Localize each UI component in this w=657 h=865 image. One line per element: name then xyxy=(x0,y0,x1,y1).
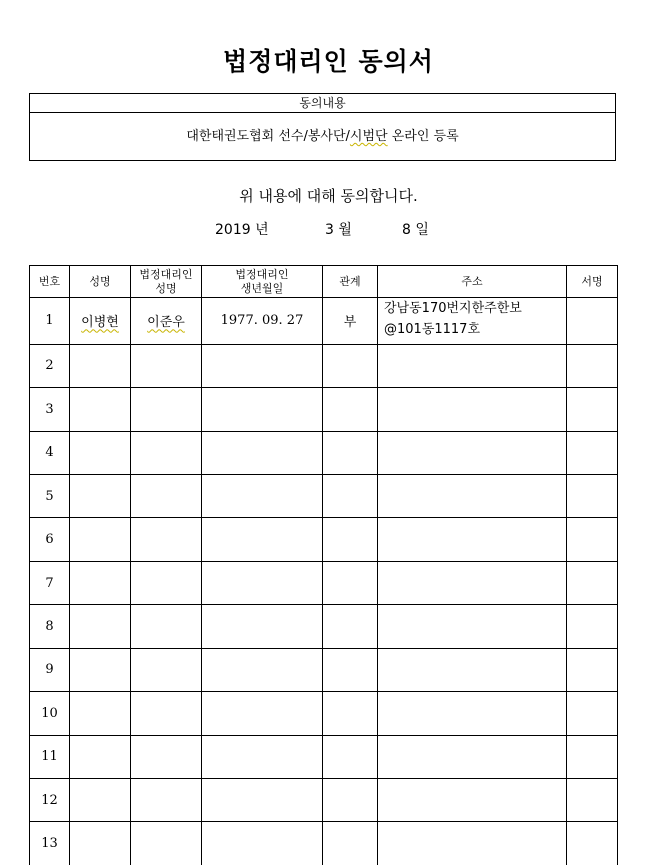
cell-guardian-birth xyxy=(202,605,323,648)
cell-address xyxy=(378,518,567,561)
cell-relation xyxy=(323,605,378,648)
cell-name xyxy=(70,605,131,648)
cell-guardian-birth xyxy=(202,692,323,735)
cell-no: 4 xyxy=(30,431,70,474)
cell-relation xyxy=(323,648,378,691)
cell-signature xyxy=(567,822,618,865)
table-row xyxy=(30,735,618,778)
cell-guardian-name xyxy=(131,779,202,822)
cell-relation xyxy=(323,388,378,431)
cell-guardian-name xyxy=(131,648,202,691)
cell-guardian-name xyxy=(131,735,202,778)
table-row xyxy=(30,561,618,604)
cell-guardian-birth xyxy=(202,779,323,822)
header-guardian-name-line2: 성명 xyxy=(155,281,177,295)
cell-signature xyxy=(567,605,618,648)
cell-name xyxy=(70,431,131,474)
table-row xyxy=(30,822,618,865)
date-month: 3 월 xyxy=(325,222,352,238)
cell-name xyxy=(70,822,131,865)
cell-address xyxy=(378,431,567,474)
cell-signature xyxy=(567,648,618,691)
cell-guardian-name xyxy=(131,474,202,517)
cell-guardian-name xyxy=(131,518,202,561)
cell-name xyxy=(70,388,131,431)
cell-relation xyxy=(323,735,378,778)
cell-guardian-name xyxy=(131,344,202,387)
cell-address-line1: 강남동170번지한주한보 xyxy=(384,301,522,316)
cell-address-line2: @101동1117호 xyxy=(384,322,481,337)
header-guardian-birth xyxy=(202,266,323,298)
cell-guardian-name xyxy=(131,388,202,431)
cell-no: 11 xyxy=(30,735,70,778)
cell-signature xyxy=(567,518,618,561)
cell-address xyxy=(378,605,567,648)
cell-name xyxy=(70,518,131,561)
cell-no: 5 xyxy=(30,474,70,517)
cell-no: 7 xyxy=(30,561,70,604)
table-row xyxy=(30,474,618,517)
cell-no: 9 xyxy=(30,648,70,691)
cell-guardian-name xyxy=(131,298,202,345)
cell-name xyxy=(70,692,131,735)
cell-guardian-name xyxy=(131,431,202,474)
consent-content-suffix: 온라인 등록 xyxy=(387,129,459,144)
cell-address xyxy=(378,561,567,604)
cell-guardian-birth xyxy=(202,735,323,778)
cell-guardian-birth xyxy=(202,518,323,561)
cell-relation xyxy=(323,692,378,735)
cell-signature xyxy=(567,388,618,431)
table-row xyxy=(30,605,618,648)
header-signature: 서명 xyxy=(567,266,618,298)
cell-no: 13 xyxy=(30,822,70,865)
cell-name xyxy=(70,474,131,517)
cell-address xyxy=(378,388,567,431)
cell-name xyxy=(70,344,131,387)
cell-no: 10 xyxy=(30,692,70,735)
cell-address xyxy=(378,735,567,778)
cell-guardian-birth xyxy=(202,822,323,865)
header-relation: 관계 xyxy=(323,266,378,298)
cell-guardian-name xyxy=(131,605,202,648)
cell-guardian-birth xyxy=(202,388,323,431)
cell-relation xyxy=(323,822,378,865)
cell-name xyxy=(70,735,131,778)
cell-address xyxy=(378,344,567,387)
consent-content xyxy=(30,113,615,160)
cell-name xyxy=(70,648,131,691)
cell-signature xyxy=(567,298,618,345)
header-guardian-name-line1: 법정대리인 xyxy=(139,267,193,281)
cell-address xyxy=(378,779,567,822)
cell-signature xyxy=(567,344,618,387)
cell-guardian-name-text: 이준우 xyxy=(147,315,185,331)
cell-address xyxy=(378,648,567,691)
table-row xyxy=(30,779,618,822)
header-name: 성명 xyxy=(70,266,131,298)
date-year: 2019 년 xyxy=(215,222,269,238)
document-title: 법정대리인 동의서 xyxy=(223,47,434,76)
cell-signature xyxy=(567,779,618,822)
cell-signature xyxy=(567,474,618,517)
cell-relation xyxy=(323,561,378,604)
cell-name xyxy=(70,298,131,345)
header-guardian-name xyxy=(131,266,202,298)
table-row xyxy=(30,648,618,691)
agreement-statement: 위 내용에 대해 동의합니다. xyxy=(239,187,418,205)
cell-relation: 부 xyxy=(323,298,378,345)
cell-signature xyxy=(567,561,618,604)
cell-relation xyxy=(323,474,378,517)
consent-content-prefix: 대한태권도협회 선수/봉사단/ xyxy=(186,129,350,144)
cell-guardian-name xyxy=(131,692,202,735)
consent-box xyxy=(29,93,616,161)
header-guardian-birth-line2: 생년월일 xyxy=(240,281,284,295)
cell-name xyxy=(70,779,131,822)
cell-address xyxy=(378,474,567,517)
cell-address xyxy=(378,692,567,735)
cell-guardian-birth xyxy=(202,561,323,604)
table-row xyxy=(30,431,618,474)
header-no: 번호 xyxy=(30,266,70,298)
consent-header: 동의내용 xyxy=(30,94,615,113)
cell-no: 1 xyxy=(30,298,70,345)
table-row xyxy=(30,692,618,735)
cell-guardian-birth: 1977. 09. 27 xyxy=(202,298,323,345)
cell-guardian-birth xyxy=(202,431,323,474)
cell-relation xyxy=(323,518,378,561)
table-row xyxy=(30,518,618,561)
cell-signature xyxy=(567,692,618,735)
table-header-row xyxy=(30,266,618,298)
cell-guardian-name xyxy=(131,822,202,865)
consent-content-underlined: 시범단 xyxy=(349,129,388,144)
cell-guardian-birth xyxy=(202,474,323,517)
cell-no: 3 xyxy=(30,388,70,431)
cell-no: 2 xyxy=(30,344,70,387)
date-day: 8 일 xyxy=(402,222,429,238)
table-row xyxy=(30,298,618,345)
cell-relation xyxy=(323,779,378,822)
cell-guardian-name xyxy=(131,561,202,604)
table-row xyxy=(30,344,618,387)
table-row xyxy=(30,388,618,431)
cell-name-text: 이병현 xyxy=(81,315,119,331)
cell-relation xyxy=(323,431,378,474)
cell-name xyxy=(70,561,131,604)
cell-guardian-birth xyxy=(202,344,323,387)
cell-signature xyxy=(567,735,618,778)
cell-no: 12 xyxy=(30,779,70,822)
cell-signature xyxy=(567,431,618,474)
cell-no: 8 xyxy=(30,605,70,648)
cell-guardian-birth xyxy=(202,648,323,691)
cell-address xyxy=(378,822,567,865)
guardian-table xyxy=(29,265,618,865)
cell-no: 6 xyxy=(30,518,70,561)
header-guardian-birth-line1: 법정대리인 xyxy=(235,267,289,281)
cell-relation xyxy=(323,344,378,387)
header-address: 주소 xyxy=(378,266,567,298)
cell-address xyxy=(378,298,567,345)
